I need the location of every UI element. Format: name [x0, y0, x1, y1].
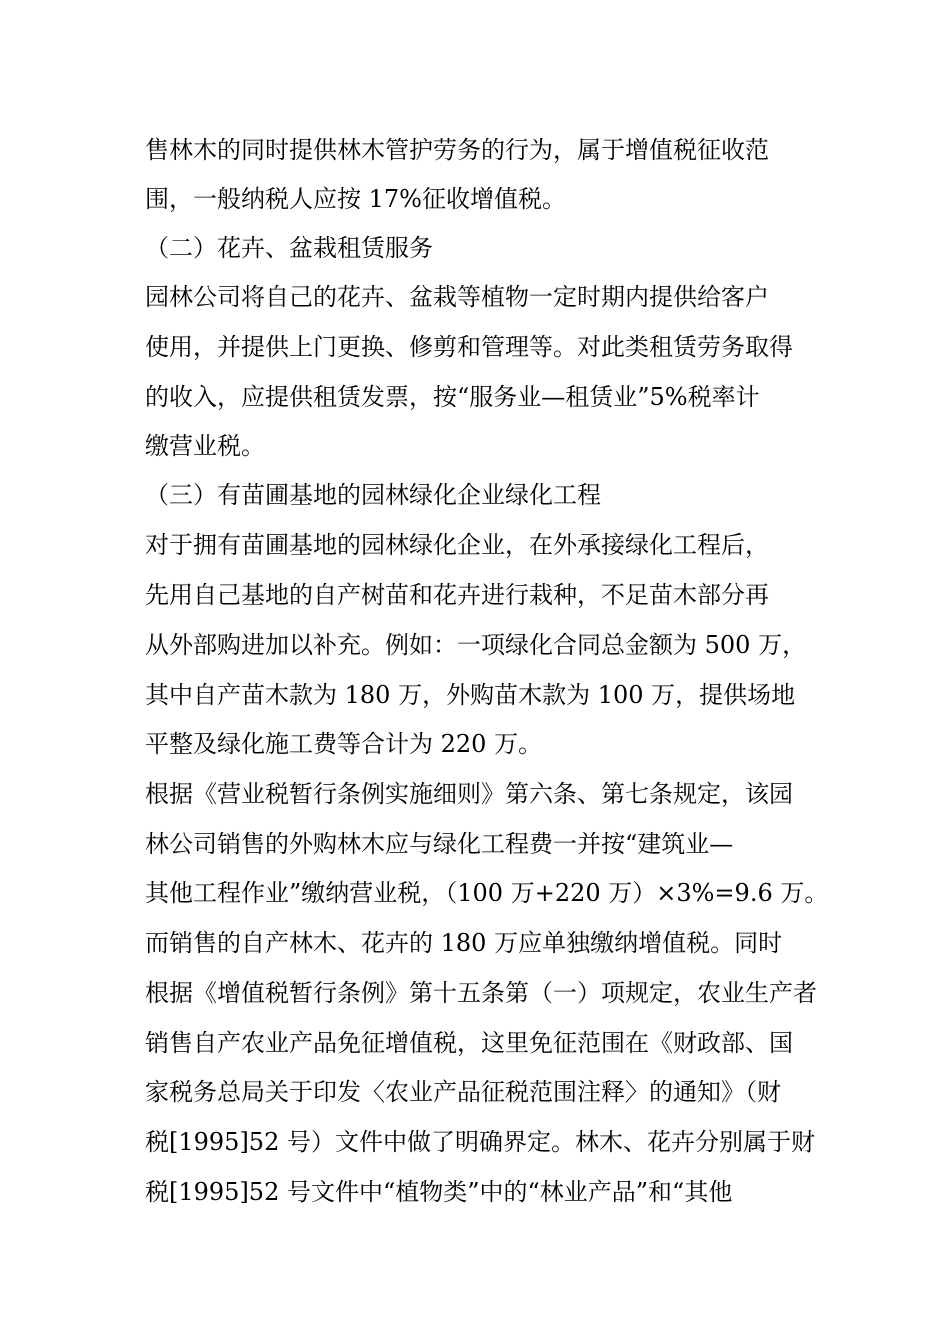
text-line: 围，一般纳税人应按 17%征收增值税。 [145, 185, 566, 213]
text-line: 根据《营业税暂行条例实施细则》第六条、第七条规定，该园 [145, 780, 793, 808]
text-line: 售林木的同时提供林木管护劳务的行为，属于增值税征收范 [145, 136, 769, 164]
text-line: 缴营业税。 [145, 432, 265, 460]
text-line: 家税务总局关于印发〈农业产品征税范围注释〉的通知》（财 [145, 1078, 781, 1106]
text-line: 其他工程作业”缴纳营业税，（100 万+220 万）×3%=9.6 万。 [145, 879, 829, 907]
text-line: 税[1995]52 号文件中“植物类”中的“林业产品”和“其他 [145, 1178, 733, 1206]
section-heading: （二）花卉、盆栽租赁服务 [145, 234, 433, 262]
text-line: 销售自产农业产品免征增值税，这里免征范围在《财政部、国 [145, 1029, 793, 1057]
text-line: 平整及绿化施工费等合计为 220 万。 [145, 730, 543, 758]
text-line: 根据《增值税暂行条例》第十五条第（一）项规定，农业生产者 [145, 979, 817, 1007]
text-line: 的收入，应提供租赁发票，按“服务业—租赁业”5%税率计 [145, 383, 760, 411]
text-line: 从外部购进加以补充。例如：一项绿化合同总金额为 500 万， [145, 631, 807, 659]
text-line: 其中自产苗木款为 180 万，外购苗木款为 100 万，提供场地 [145, 681, 796, 709]
section-heading: （三）有苗圃基地的园林绿化企业绿化工程 [145, 481, 601, 509]
text-line: 使用，并提供上门更换、修剪和管理等。对此类租赁劳务取得 [145, 333, 793, 361]
text-line: 税[1995]52 号）文件中做了明确界定。林木、花卉分别属于财 [145, 1128, 815, 1156]
text-line: 先用自己基地的自产树苗和花卉进行栽种，不足苗木部分再 [145, 581, 769, 609]
text-line: 对于拥有苗圃基地的园林绿化企业，在外承接绿化工程后， [145, 531, 769, 559]
text-line: 林公司销售的外购林木应与绿化工程费一并按“建筑业— [145, 830, 734, 858]
text-line: 而销售的自产林木、花卉的 180 万应单独缴纳增值税。同时 [145, 929, 783, 957]
text-line: 园林公司将自己的花卉、盆栽等植物一定时期内提供给客户 [145, 283, 769, 311]
